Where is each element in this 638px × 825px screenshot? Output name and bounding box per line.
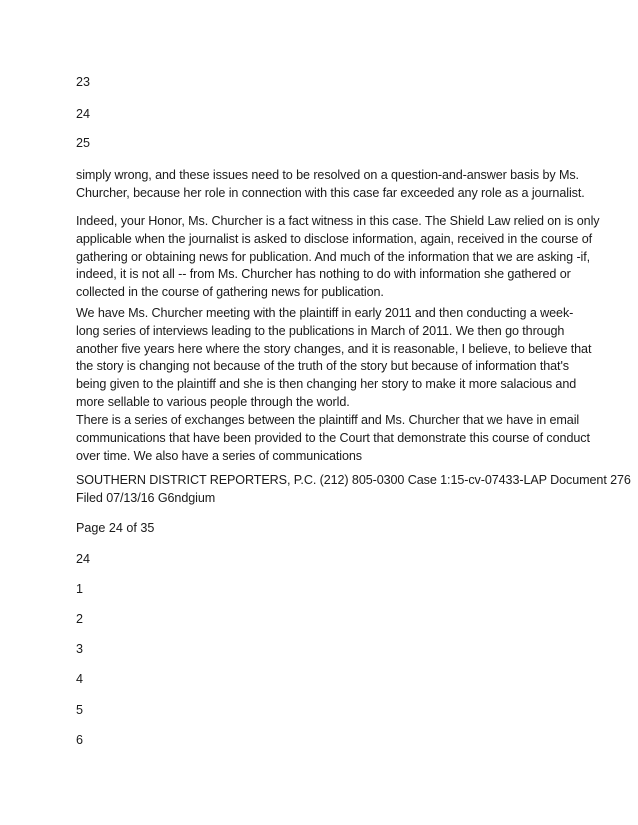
line-number: 2 [76, 612, 84, 626]
text-line: SOUTHERN DISTRICT REPORTERS, P.C. (212) 805-0300 Case 1:15-cv-07433-LAP Document 276 [76, 473, 631, 487]
text-line: gathering or obtaining news for publication. And much of the information that we are asking -if, [76, 249, 591, 264]
text-line: the story is changing not because of the truth of the story but because of information that's [76, 359, 569, 374]
line-number: 23 [76, 75, 91, 89]
text-line: simply wrong, and these issues need to be resolved on a question-and-answer basis by Ms. [76, 168, 579, 182]
text-line: long series of interviews leading to the publications in March of 2011. We then go through [76, 323, 565, 338]
line-number: 6 [76, 733, 84, 747]
paragraph [76, 167, 585, 203]
line-number: 1 [76, 582, 84, 596]
text-line: another five years here where the story changes, and it is reasonable, I believe, to believe that [76, 341, 592, 356]
text-line: Filed 07/13/16 G6ndgium [76, 490, 216, 505]
text-line: communications that have been provided to the Court that demonstrate this course of conduct [76, 430, 590, 445]
text-line: Churcher, because her role in connection with this case far exceeded any role as a journalist. [76, 185, 585, 200]
text-line: applicable when the journalist is asked to disclose information, again, received in the course of [76, 231, 593, 246]
text-line: indeed, it is not all -- from Ms. Churcher has nothing to do with information she gathered or [76, 267, 571, 282]
text-line: being given to the plaintiff and she is then changing her story to make it more salacious and [76, 377, 577, 392]
line-number: 3 [76, 642, 84, 656]
line-number: 25 [76, 136, 91, 150]
page-indicator: Page 24 of 35 [76, 521, 155, 535]
paragraph [76, 412, 590, 465]
line-number: 4 [76, 672, 84, 686]
text-line: Indeed, your Honor, Ms. Churcher is a fact witness in this case. The Shield Law relied on is only [76, 214, 600, 228]
text-line: There is a series of exchanges between the plaintiff and Ms. Churcher that we have in email [76, 413, 580, 427]
line-number: 24 [76, 107, 91, 121]
text-line: collected in the course of gathering news for publication. [76, 285, 384, 300]
page-number: 24 [76, 552, 91, 566]
text-line: We have Ms. Churcher meeting with the plaintiff in early 2011 and then conducting a week- [76, 306, 574, 320]
paragraph [76, 305, 592, 412]
text-line: over time. We also have a series of communications [76, 448, 362, 463]
line-number: 5 [76, 703, 84, 717]
text-line: more sellable to various people through the world. [76, 394, 350, 409]
page-footer [76, 472, 631, 508]
paragraph [76, 213, 600, 302]
